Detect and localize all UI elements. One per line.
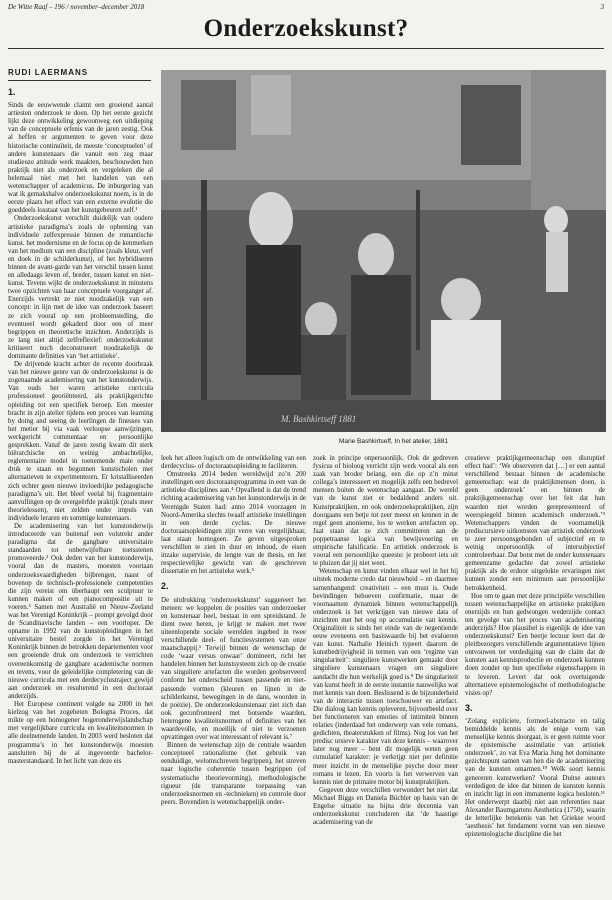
paragraph: Wetenschap en kunst vinden elkaar wel in het bij uitstek moderne credo dat nieuwheid – en daarmee samenhangend: creativiteit – een must is. Oude bevindingen behoeven confirmatie, maar de voornaamste dynamiek binnen wetenschappelijk onderzoek is het verkrijgen van nieuwe data of inzichten met het oog op accumulatie van kennis. Originaliteit is sinds het einde van de negentiende eeuw eveneens een basiswaarde bij het evalueren van kunst. Nathalie Heinich typeert daarom de kunstbedrijvigheid in termen van een ‘regime van singulariteit’: singuliere kunstwerken gemaakt door singuliere kunstenaars vragen om singuliere aandacht die hun werkelijk goed is.⁸ De singulariteit van kunst heeft in de eerste instantie nauwelijks wat met kennis van doen. Beslissend is de bijzonderheid van de interactie tussen toeschouwer en artefact. Die dialoog kan kennis opleveren, bijvoorbeeld over het functioneren van emoties of intimiteit binnen relaties (inderdaad het onderwerp van vele romans, gedichten, theaterstukken of films). Nog los van het predisc ursieve karakter van deze kennis – waarover later nog meer – bent dit mogelijk weten geen cumulatief karakter: je verkrijgt niet per definitie meer inzicht in de menselijke psyche door meer romans te lezen. En voorts is het verwerven van kennis niet de primaire motor bij kunstpraktijken.: [313, 568, 458, 786]
journal-line: De Witte Raaf – 196 / november–december 2018: [8, 3, 145, 11]
painting-signature: M. Bashkirtseff 1881: [281, 414, 357, 424]
paragraph: Onderzoekskunst verschilt duidelijk van oudere artistieke paradigma’s zoals de opheming van individuele zelfexpressie binnen de romantische kunst. het modernisme en de focus op de kenmerken van het medium van een discipline (zoals kleur, verf en doek in de schilderkunst), of het hybridiseren binnen de avant-garde van het verschil tussen kunst en alledaags leven of, breder, tussen kunst en niet-kunst. Tevens wijkt de onderzoekskunst in minstens twee opzichten van haar conceptuele voorganger af. Enerzijds vertrekt ze niet noodzakelijk van een concept: in lijn met de idee van onderzoek baseert ze zich vooral op een probleemstelling, die eventueel wordt gekaderd door een of meer begrippen en theoretische inzichten. Anderzijds is ze lang niet altijd zelfreflexief: onderzoekskunst kritiseert noch deconstrueert noodzakelijk de dominante definities van ‘het artistieke’.: [8, 215, 153, 360]
paragraph: Binnen de wetenschap zijn de centrale waarden conceptueel rationalisme (het gebruik van eenduidige, welomschreven begrippen), het streven naar logische coherentie tussen begrippen (of systematische theorievorming), methodologische rigueur (de transparante toepassing van onderzoeksnormen en -technieken) en controle door peers. Bovendien is wetenschappelijk onder-: [161, 742, 306, 806]
running-header: [8, 3, 604, 11]
paragraph: Gegeven deze verschillen verwondert het niet dat Michael Biggs en Daniela Büchler op basis van de Engelse situatie na bijna drie decennia van onderzoekskunst concluderen dat ‘de haastige academisering van de: [313, 786, 458, 827]
figure-caption: Marie Bashkirtseff, In het atelier, 1881: [339, 438, 448, 445]
column-3: [313, 455, 458, 893]
paragraph: Hoe om te gaan met deze principiële verschillen tussen wetenschappelijke en artistieke praktijken enerzijds en hun gedwongen wederzijde contact ten gevolge van het proces van academisering anderzijds? Hoe plausibel is eigenlijk de idee van onderzoekskunst? Een beetje lectuur leert dat de pleitbezorgers verschillende argumentatieve lijnen ontvouwen ter verdediging van de claim dat de kunsten aan kennisproductie en onderzoek kunnen doen zonder op hun specifieke eigenschappen in te leveren. Levert dat ook overtuigende alternatieve epistemologische of methodologische visies op?: [465, 592, 605, 697]
paragraph: De drijvende kracht achter de recente doorbraak van het nieuwe genre van de onderzoekskunst is de zogenaamde academisering van het kunstonderwijs. Van ouds her waren artistieke curricula professioneel georiënteerd, als praktijkgerichte opleiding tot een specifiek beroep. Een meester bracht in zijn atelier tijdens een proces van learning by doing and seeing de leerlingen de finesses van het metier bij via vaak verloopse aanwijzingen, werkgericht commentaar en persoonlijke gesprekken. Vanaf de jaren zestig kwam dit sterk hiërarchische en weinig ambachtelijke, reglementaire model in toenemende mate onder druk te staan en begonnen kunstscholen met alternatieven te experimenteren. Er kristalliseerden zich echter geen nieuwe invloedrijke pedagogische paradigma’s uit. Het bleef veelal bij fragmentaire aanvullingen op de overgeërfde praktijk (zoals meer theorielessen), niet zelden onder impuls van individuele leraren en sommige kunstenaars.: [8, 361, 153, 522]
section-heading-2: 2.: [161, 581, 169, 592]
paragraph: leek het alleen logisch om de ontwikkeling van een derdecyclus- of doctoraatsopleiding te faciliteren.: [161, 455, 306, 471]
paragraph: Omstreeks 2014 beden wereldwijd zo’n 200 instellingen een doctoraatsprogramma in een van de artistieke disciplines aan.⁴ Opvallend is dat de trend richting academisering van het kunstonderwijs in de Verenigde Staten had: anno 2014 voorzagen in Noord-Amerika slechts twaalf artistieke instellingen in een derde cyclus. De nieuwe doctoraatsopleidingen zijn verre van vergelijkbaar, laat staan homogeen. Ze geven uitgesproken verschillen te zien in duur en inhoud, de eisen inzake supervisie, de lengte van de thesis, en het respectievelijke gewicht van de geschreven dissertatie en het artistieke werk.⁵: [161, 471, 306, 576]
section-heading-3: 3.: [465, 702, 473, 713]
title-rule: [8, 48, 604, 49]
paragraph: De uitdrukking ‘onderzoekskunst’ suggereert het meteen: we koppelen de posities van onderzoeker en kunstenaar heel, bestaat in een spreidstand. Je dient twee heren, je krijgt te maken met twee uiteenlopende sociale werelden ingebed in twee verschillende deel- of functiesystemen van onze maatschappij.⁶ Terwijl binnen de wetenschap de code ‘waar versus onwaar’ domineert, richt het handelen binnen het kunstsysteem zich op de creatie van singuliere artefacten die worden geobserveerd conform het onderscheid tussen passende en niet-passende vormen (kleuren en lijnen in de schilderkunst, bewegingen in de dans, woorden in de poëzie). De onderzoekskunstenaar ziet zich dan ook geconfronteerd met botsende waarden, heterogene kwaliteitsnormen of definities van het waardevolle, en moeilijk of niet te verzoenen opvattingen over wat interessant of relevant is.⁷: [161, 596, 306, 742]
author-name: RUDI LAERMANS: [8, 68, 89, 77]
column-4: [465, 455, 605, 893]
column-2: [161, 455, 306, 893]
paragraph: De academisering van het kunstonderwijs introduceerde van buitenaf een volstrekt ander paradigma dat de gangbare universitaire standaarden tot onbetwijfelbare toetsstenen promoveerde.² Ook deden van het kunstonderwijs, vooral dan de masters, moesten voortaan onderzoeksvaardigheden bijbrengen, naast of bovenop de technisch-professionele competenties die zijn vereist om überhaupt een sculptuur te kunnen maken of een pianocompositie uit te voeren.³ Samen met Australië en Nieuw-Zeeland was het Verenigd Koninkrijk – prompt gevolgd door de Scandinavische landen – een voorloper. De opname in 1992 van de kunstopleidingen in het universitaire bestel zorgde in het Verenigd Koninkrijk binnen de betrokken departementen voor een groeiende druk om onderzoek te verrichten overeenkomstig de gangbare academische normen en tevens, voor de geleidelijke completering van de nieuwe curricula met een derdecyclustraject gewijd aan onderzoek en resulterend in een doctoraat anderzijds.: [8, 522, 153, 700]
paragraph: creatieve praktijkgemeenschap een disruptief effect had’: ‘We observeren dat […] er een aantal verschillend bestaat binnen de academische gemeenschap: wat de praktijkmensen doen, is geen onderzoek’ en binnen de praktijkgemeenschap over het feit dat hun waarden niet worden gerepresenteerd of weerspiegeld binnen academisch onderzoek.’⁹ Wetenschappers vinden de voornamelijk prediscursieve uitkomsten van artistiek onderzoek te zeer persoonsgebonden of subjectief en te weinig onpersoonlijk of intersubjectief controleerbaar. Dat botst met de onder kunstenaars gemeenzame gedachte dat zowel artistieke praktijk als de erdoor uitgelokte ervaringen niet kunnen zonder een minimum aan persoonlijke betrokkenheid.: [465, 455, 605, 592]
paragraph: zoek in principe onpersoonlijk. Ook de gedreven fysicus of bioloog verricht zijn werk vooral als een zaak van broder belang, een die op z’n minst collega’s interesseert en mogelijk zelfs een bedrevel mensen buiten de wetenschap aangaat. De wereld van de kunst ziet er bedaldend anders uit. Kunstpraktijken, en ook onderzoekspraktijken, zijn doorgaans een betje tot zeer meest en kennen in de regel geen anonieme, los te werken artefacten op. Jaat staan dat ze zich committeren aan de poppetraanse logica van bewijsvoering en empirische falsificatie. En artistiek onderzoek is vooral een persoonlijke queeste: je probeert iets uit te pluizen dat jij niet weet.: [313, 455, 458, 568]
article-title: Onderzoekskunst?: [203, 15, 409, 42]
column-1: [8, 88, 153, 893]
page-number: 3: [600, 3, 604, 11]
paragraph: Sinds de eeuwwende claimt een groeiend aantal artiesten onderzoek te doen. Op het eerste gezicht lijkt deze ontwikkeling gewoonweg een uitdieping van de conceptuele erfenis van de jaren zestig. Ook al heffen er argumenten te geven voor deze historische continuïteit, de meeste ‘conceptuelen’ of andere kunstenaars die vanuit een zeg maar studieuze attitude werk maakten, beschouwden hun praktijk niet als onderzoek en vergeleken die al helemaal niet met het handelen van een wetenschapper of academicus. De inburgering van wat ik gemakshalve onderzoekskunst noem, is in de eerste plaats het effect van een externe evolutie die goeddeels losstaat van het kunstgebeuren zelf.¹: [8, 102, 153, 215]
painting-figure: [161, 70, 606, 432]
painting-image: [161, 70, 606, 432]
section-heading-1: 1.: [8, 88, 16, 97]
paragraph: ‘Zolang expliciete, formeel-abstracte en talig bemiddelde kennis als de enige vorm van menselijke kennis doorgaat, is er geen ruimte voor de epistemische assimilatie van artistiek onderzoek’, zo vat Eva Maria Jung het dominante gezichtspunt samen van hen die de academisering van de kunsten omarmen.¹⁰ Welk soort kennis genereren kunstwerken? Vooral Duitse auteurs verdedigen de idee dat binnen de kunsten kennis en inzicht ligt in een immanente logica besloten.¹¹ Het onderwerpt daarbij niet aan referenties naar Alexander Baumgartens Aesthetica (1750), waarin de letterlijke betekenis van het Griekse woord ‘aesthesis’ het fundament vormt van een nieuwe epistemologische discipline die het: [465, 717, 605, 839]
paragraph: Het Europese continent volgde na 2000 in het kielzog van het zogeheten Bologna Proces, dat mikte op een homogener hogeronderwijslandschap met vergelijkbare curricula en kwaliteitsnormen in alle deelnemende landen. In 2003 werd besloten dat programma’s in het kunstonderwijs moesten aansluiten bij de al ingevoerde bachelor-masterstandaard. In het licht van deze eis: [8, 701, 153, 765]
author-rule: [8, 80, 151, 81]
